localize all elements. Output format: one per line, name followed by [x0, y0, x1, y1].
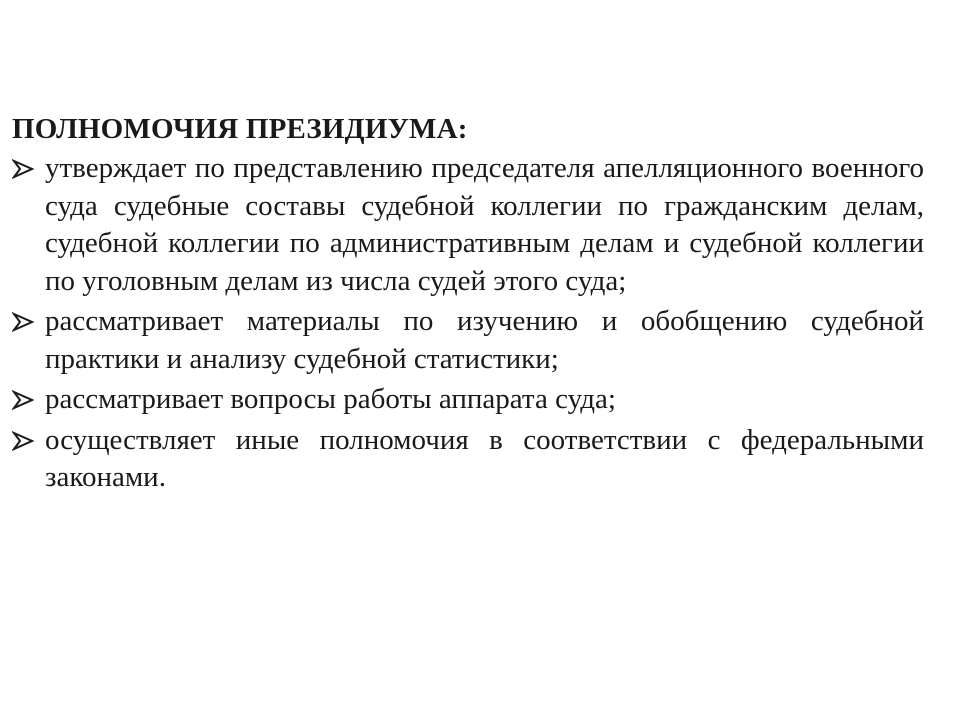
- list-item-text: утверждает по представлению председателя апелляционного военного суда судебные составы судебной коллегии по гражданским делам, судебной коллегии по административным делам и судебной коллегии по уголовным делам из числа судей этого суда;: [45, 152, 924, 297]
- list-item-text: рассматривает материалы по изучению и обобщению судебной практики и анализу судебной статистики;: [45, 305, 924, 375]
- arrowhead-bullet-icon: [12, 150, 36, 188]
- list-item: [12, 422, 924, 497]
- arrowhead-bullet-icon: [12, 422, 36, 460]
- arrowhead-bullet-icon: [12, 381, 36, 419]
- list-item: [12, 303, 924, 378]
- list-item-text: рассматривает вопросы работы аппарата суда;: [45, 383, 616, 415]
- list-item: [12, 150, 924, 300]
- powers-list: [12, 150, 924, 497]
- list-item-text: осуществляет иные полномочия в соответствии с федеральными законами.: [45, 423, 924, 493]
- arrowhead-bullet-icon: [12, 303, 36, 341]
- slide-content: [12, 110, 924, 500]
- slide-heading: ПОЛНОМОЧИЯ ПРЕЗИДИУМА:: [12, 113, 468, 145]
- list-item: [12, 381, 924, 419]
